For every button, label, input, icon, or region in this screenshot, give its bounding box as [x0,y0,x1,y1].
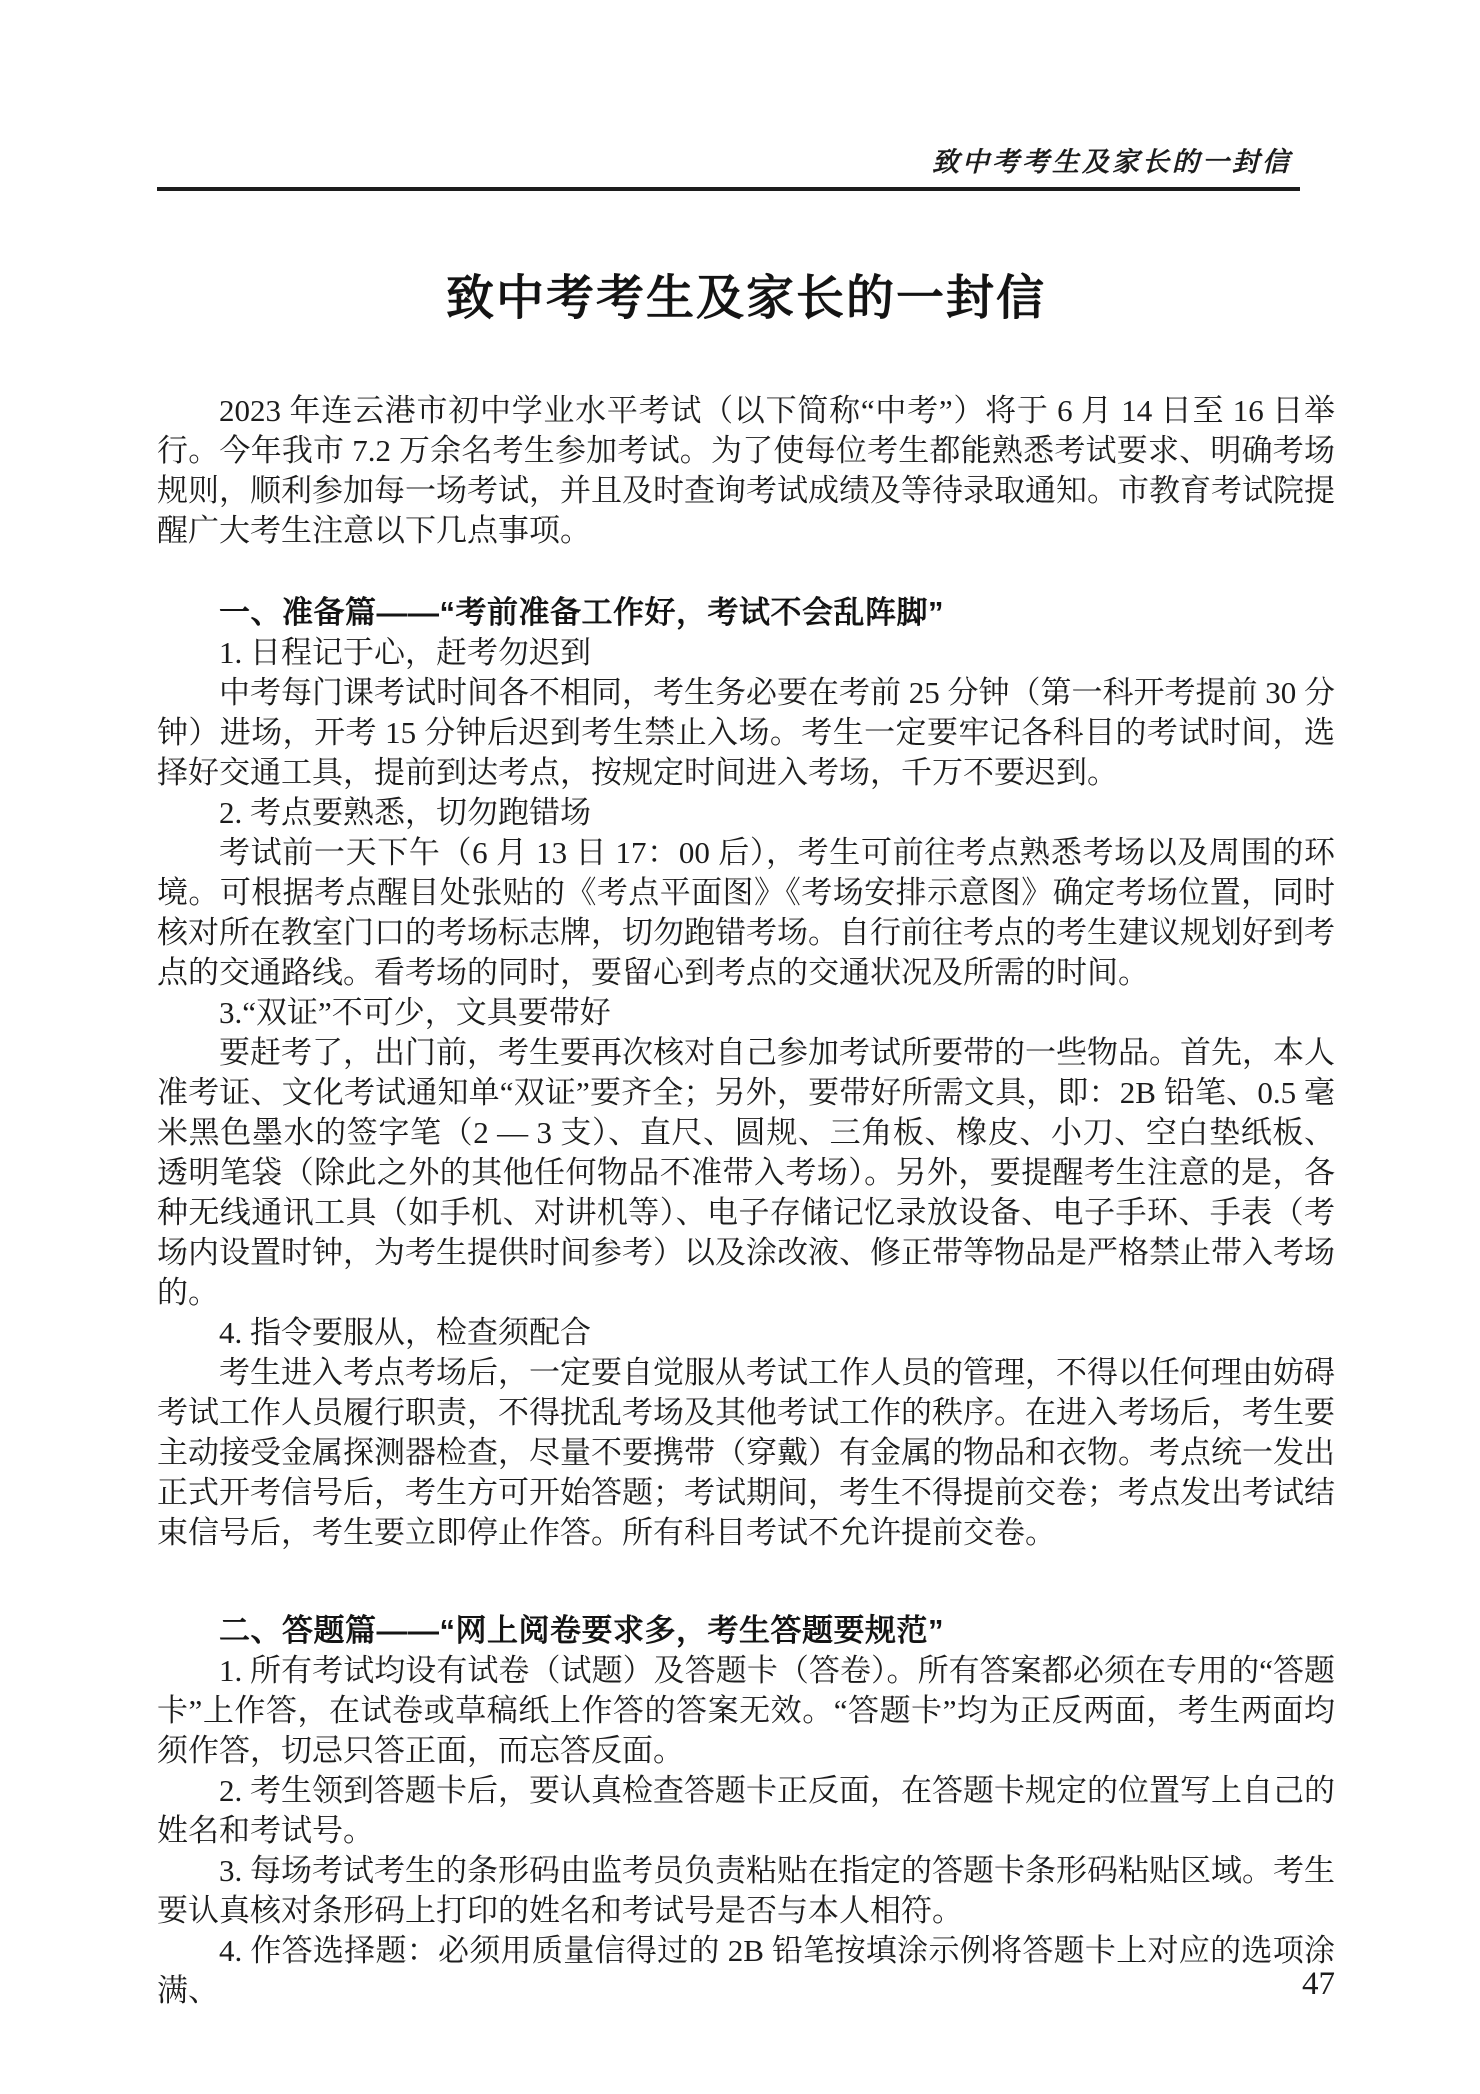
paragraph: 3. 每场考试考生的条形码由监考员负责粘贴在指定的答题卡条形码粘贴区域。考生要认真核对条形码上打印的姓名和考试号是否与本人相符。 [157,1853,1335,1928]
paragraph: 要赶考了，出门前，考生要再次核对自己参加考试所要带的一些物品。首先，本人准考证、文化考试通知单“双证”要齐全；另外，要带好所需文具，即：2B 铅笔、0.5 毫米黑色墨水的签字笔（2 — 3 支）、直尺、圆规、三角板、橡皮、小刀、空白垫纸板、透明笔袋（除此之外的其他任何物品不准带入考场）。另外，要提醒考生注意的是，各种无线通讯工具（如手机、对讲机等）、电子存储记忆录放设备、电子手环、手表（考场内设置时钟，为考生提供时间参考）以及涂改液、修正带等物品是严格禁止带入考场的。 [157,1035,1335,1310]
paragraph: 1. 所有考试均设有试卷（试题）及答题卡（答卷）。所有答案都必须在专用的“答题卡”上作答，在试卷或草稿纸上作答的答案无效。“答题卡”均为正反两面，考生两面均须作答，切忌只答正面，而忘答反面。 [157,1653,1335,1768]
section-heading-preparation: 一、准备篇——“考前准备工作好，考试不会乱阵脚” [219,595,944,630]
paragraph: 4. 作答选择题：必须用质量信得过的 2B 铅笔按填涂示例将答题卡上对应的选项涂满、 [157,1933,1335,2008]
paragraph: 考生进入考点考场后，一定要自觉服从考试工作人员的管理，不得以任何理由妨碍考试工作人员履行职责，不得扰乱考场及其他考试工作的秩序。在进入考场后，考生要主动接受金属探测器检查，尽量不要携带（穿戴）有金属的物品和衣物。考点统一发出正式开考信号后，考生方可开始答题；考试期间，考生不得提前交卷；考点发出考试结束信号后，考生要立即停止作答。所有科目考试不允许提前交卷。 [157,1355,1335,1550]
document-content [157,191,1335,2011]
intro-paragraph: 2023 年连云港市初中学业水平考试（以下简称“中考”）将于 6 月 14 日至 16 日举行。今年我市 7.2 万余名考生参加考试。为了使每位考生都能熟悉考试要求、明确考场规则，顺利参加每一场考试，并且及时查询考试成绩及等待录取通知。市教育考试院提醒广大考生注意以下几点事项。 [157,393,1335,548]
running-header-title: 致中考考生及家长的一封信 [932,147,1292,177]
paragraph: 中考每门课考试时间各不相同，考生务必要在考前 25 分钟（第一科开考提前 30 分钟）进场，开考 15 分钟后迟到考生禁止入场。考生一定要牢记各科目的考试时间，选择好交通工具，提前到达考点，按规定时间进入考场，千万不要迟到。 [157,675,1335,790]
section-heading-answering: 二、答题篇——“网上阅卷要求多，考生答题要规范” [219,1613,944,1648]
item-subtitle: 2. 考点要熟悉，切勿跑错场 [219,795,591,830]
running-header [157,0,1300,191]
page-title: 致中考考生及家长的一封信 [445,272,1046,325]
page-number: 47 [1302,1966,1335,2002]
item-subtitle: 4. 指令要服从，检查须配合 [219,1315,591,1350]
item-subtitle: 3.“双证”不可少，文具要带好 [219,995,611,1030]
item-subtitle: 1. 日程记于心，赶考勿迟到 [219,635,591,670]
paragraph: 考试前一天下午（6 月 13 日 17：00 后），考生可前往考点熟悉考场以及周围的环境。可根据考点醒目处张贴的《考点平面图》《考场安排示意图》确定考场位置，同时核对所在教室门口的考场标志牌，切勿跑错考场。自行前往考点的考生建议规划好到考点的交通路线。看考场的同时，要留心到考点的交通状况及所需的时间。 [157,835,1335,990]
paragraph: 2. 考生领到答题卡后，要认真检查答题卡正反面，在答题卡规定的位置写上自己的姓名和考试号。 [157,1773,1335,1848]
